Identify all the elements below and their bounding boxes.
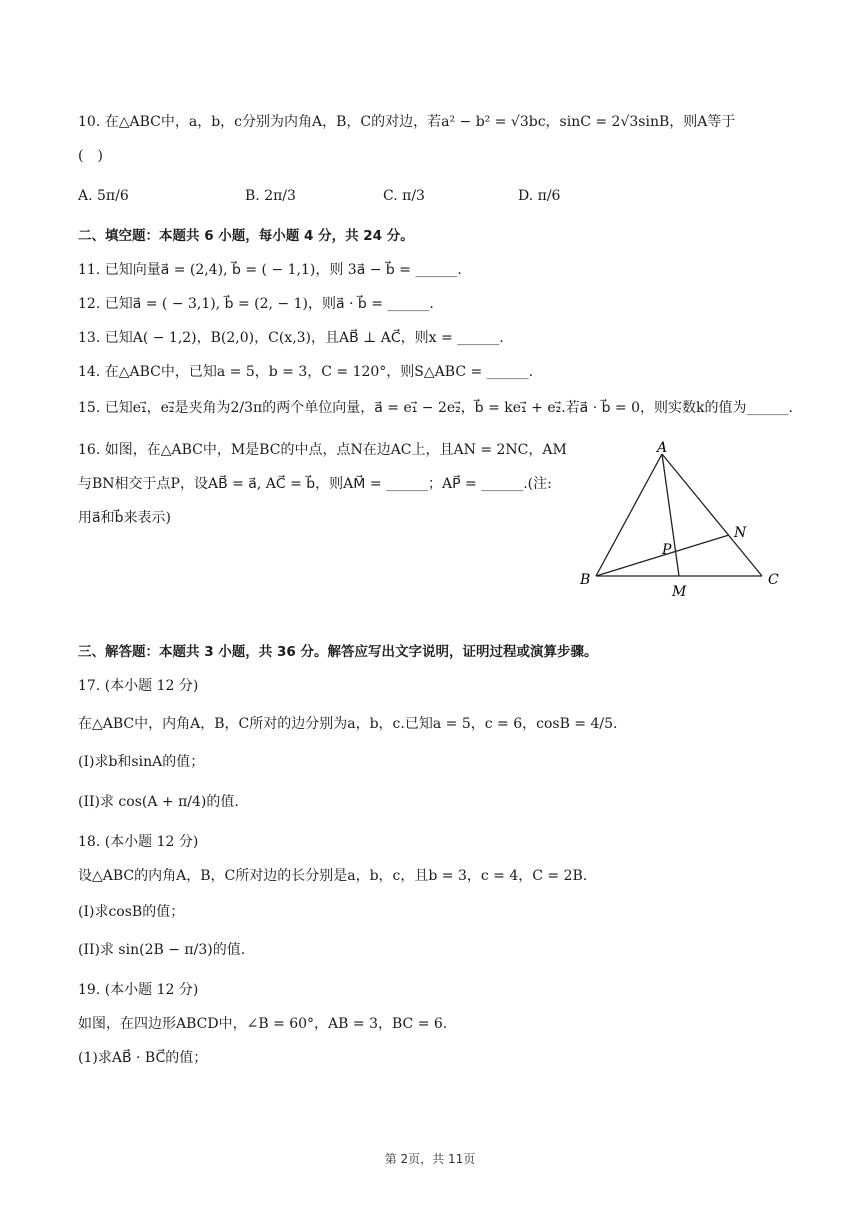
q10-option-c: C. π/3 — [383, 188, 425, 204]
q10-option-b: B. 2π/3 — [245, 188, 296, 204]
q16-line1: 16. 如图，在△ABC中，M是BC的中点，点N在边AC上，且AN = 2NC，AM — [78, 442, 567, 458]
q19-title: 19. (本小题 12 分) — [78, 982, 199, 998]
q16-line2: 与BN相交于点P，设AB⃗ = a⃗, AC⃗ = b⃗，则AM⃗ = ______；AP⃗ = ______.(注: — [78, 476, 552, 492]
side-ab — [596, 454, 662, 576]
triangle-figure — [572, 440, 792, 600]
section-heading-solution: 三、解答题：本题共 3 小题，共 36 分。解答应写出文字说明，证明过程或演算步骤。 — [78, 644, 598, 660]
q19-part1: (1)求AB⃗ · BC⃗的值； — [78, 1050, 208, 1066]
q19-body: 如图，在四边形ABCD中，∠B = 60°，AB = 3，BC = 6. — [78, 1016, 448, 1032]
q10-option-d: D. π/6 — [518, 188, 561, 204]
q16-line3: 用a⃗和b⃗来表示) — [78, 510, 171, 526]
q17-body: 在△ABC中，内角A，B，C所对的边分别为a，b，c.已知a = 5，c = 6，cosB = 4/5. — [78, 716, 618, 732]
label-a: A — [657, 440, 668, 456]
q11: 11. 已知向量a⃗ = (2,4), b⃗ = ( − 1,1)，则 3a⃗ − b⃗ = ______. — [78, 262, 462, 278]
q12: 12. 已知a⃗ = ( − 3,1), b⃗ = (2, − 1)，则a⃗ · b⃗ = ______. — [78, 296, 434, 312]
q10-stem: 10. 在△ABC中，a，b，c分别为内角A，B，C的对边，若a² − b² = √3bc，sinC = 2√3sinB，则A等于 — [78, 114, 736, 130]
page-footer: 第 2页，共 11页 — [384, 1152, 476, 1166]
label-n: N — [734, 525, 747, 541]
q15: 15. 已知e₁⃗，e₂⃗是夹角为2/3π的两个单位向量，a⃗ = e₁⃗ − 2e₂⃗，b⃗ = ke₁⃗ + e₂⃗.若a⃗ · b⃗ = 0，则实数k的值为______. — [78, 400, 793, 416]
q18-part2: (II)求 sin(2B − π/3)的值. — [78, 942, 246, 958]
label-b: B — [580, 572, 591, 588]
q18-part1: (I)求cosB的值； — [78, 904, 185, 920]
label-p: P — [662, 542, 672, 558]
q18-body: 设△ABC的内角A，B，C所对边的长分别是a，b，c，且b = 3，c = 4，C = 2B. — [78, 868, 588, 884]
q17-part2: (II)求 cos(A + π/4)的值. — [78, 794, 239, 810]
q17-part1: (I)求b和sinA的值； — [78, 754, 205, 770]
label-c: C — [768, 572, 779, 588]
q10-option-a: A. 5π/6 — [78, 188, 129, 204]
q18-title: 18. (本小题 12 分) — [78, 834, 199, 850]
label-m: M — [672, 584, 687, 600]
section-heading-fill-in: 二、填空题：本题共 6 小题，每小题 4 分，共 24 分。 — [78, 228, 414, 244]
q13: 13. 已知A( − 1,2)，B(2,0)，C(x,3)，且AB⃗ ⊥ AC⃗，则x = ______. — [78, 330, 504, 346]
q14: 14. 在△ABC中，已知a = 5，b = 3，C = 120°，则S△ABC = ______. — [78, 364, 534, 380]
q10-paren: ( ) — [78, 148, 103, 164]
q17-title: 17. (本小题 12 分) — [78, 678, 199, 694]
